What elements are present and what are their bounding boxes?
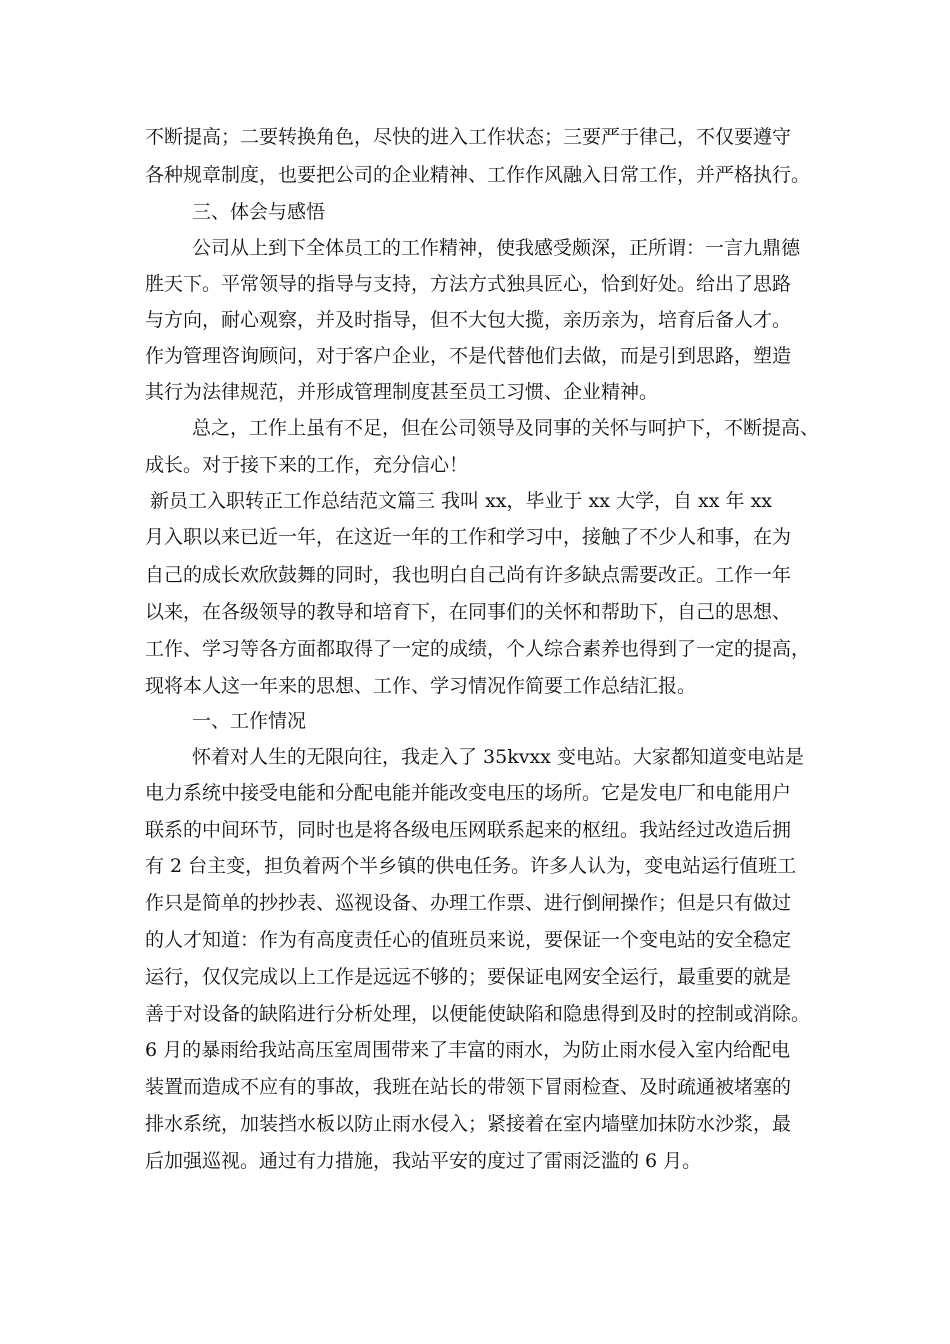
text-line: 总之，工作上虽有不足，但在公司领导及同事的关怀与呵护下，不断提高、 bbox=[192, 417, 820, 439]
text-line: 胜天下。平常领导的指导与支持，方法方式独具匠心，恰到好处。给出了思路 bbox=[145, 273, 792, 295]
text-line: 以来，在各级领导的教导和培育下，在同事们的关怀和帮助下，自己的思想、 bbox=[145, 601, 792, 623]
text-line: 联系的中间环节，同时也是将各级电压网联系起来的枢纽。我站经过改造后拥 bbox=[145, 819, 792, 841]
text-line: 自己的成长欢欣鼓舞的同时，我也明白自己尚有许多缺点需要改正。工作一年 bbox=[145, 564, 792, 586]
text-line: 电力系统中接受电能和分配电能并能改变电压的场所。它是发电厂和电能用户 bbox=[145, 782, 792, 804]
text-line: 其行为法律规范，并形成管理制度甚至员工习惯、企业精神。 bbox=[145, 381, 659, 403]
text-line: 公司从上到下全体员工的工作精神，使我感受颇深，正所谓：一言九鼎德 bbox=[192, 237, 801, 259]
text-line: 善于对设备的缺陷进行分析处理，以便能使缺陷和隐患得到及时的控制或消除。 bbox=[145, 1003, 811, 1025]
text-line: 排水系统，加装挡水板以防止雨水侵入；紧接着在室内墙壁加抹防水沙浆，最 bbox=[145, 1113, 792, 1135]
text-line: 作为管理咨询顾问，对于客户企业，不是代替他们去做，而是引到思路，塑造 bbox=[145, 345, 792, 367]
text-line: 装置而造成不应有的事故，我班在站长的带领下冒雨检查、及时疏通被堵塞的 bbox=[145, 1076, 792, 1098]
section-heading: 一、工作情况 bbox=[192, 710, 307, 732]
text-line: 各种规章制度，也要把公司的企业精神、工作作风融入日常工作，并严格执行。 bbox=[145, 164, 811, 186]
text-line: 现将本人这一年来的思想、工作、学习情况作简要工作总结汇报。 bbox=[145, 675, 697, 697]
article-title-line: 新员工入职转正工作总结范文篇三 我叫 xx，毕业于 xx 大学，自 xx 年 xx bbox=[150, 490, 773, 512]
text-line: 与方向，耐心观察，并及时指导，但不大包大揽，亲历亲为，培育后备人才。 bbox=[145, 309, 792, 331]
text-line: 作只是简单的抄抄表、巡视设备、办理工作票、进行倒闸操作；但是只有做过 bbox=[145, 892, 792, 914]
section-heading: 三、体会与感悟 bbox=[192, 201, 326, 223]
text-line: 有 2 台主变，担负着两个半乡镇的供电任务。许多人认为，变电站运行值班工 bbox=[145, 855, 797, 877]
text-line: 成长。对于接下来的工作，充分信心！ bbox=[145, 454, 469, 476]
text-line: 6 月的暴雨给我站高压室周围带来了丰富的雨水，为防止雨水侵入室内给配电 bbox=[145, 1039, 791, 1061]
text-line: 不断提高；二要转换角色，尽快的进入工作状态；三要严于律己，不仅要遵守 bbox=[145, 126, 792, 148]
text-line: 月入职以来已近一年，在这近一年的工作和学习中，接触了不少人和事，在为 bbox=[145, 526, 792, 548]
text-line: 怀着对人生的无限向往，我走入了 35kvxx 变电站。大家都知道变电站是 bbox=[192, 746, 804, 768]
text-line: 后加强巡视。通过有力措施，我站平安的度过了雷雨泛滥的 6 月。 bbox=[145, 1150, 702, 1172]
text-line: 的人才知道：作为有高度责任心的值班员来说，要保证一个变电站的安全稳定 bbox=[145, 929, 792, 951]
text-line: 运行，仅仅完成以上工作是远远不够的；要保证电网安全运行，最重要的就是 bbox=[145, 966, 792, 988]
text-line: 工作、学习等各方面都取得了一定的成绩，个人综合素养也得到了一定的提高， bbox=[145, 638, 811, 660]
